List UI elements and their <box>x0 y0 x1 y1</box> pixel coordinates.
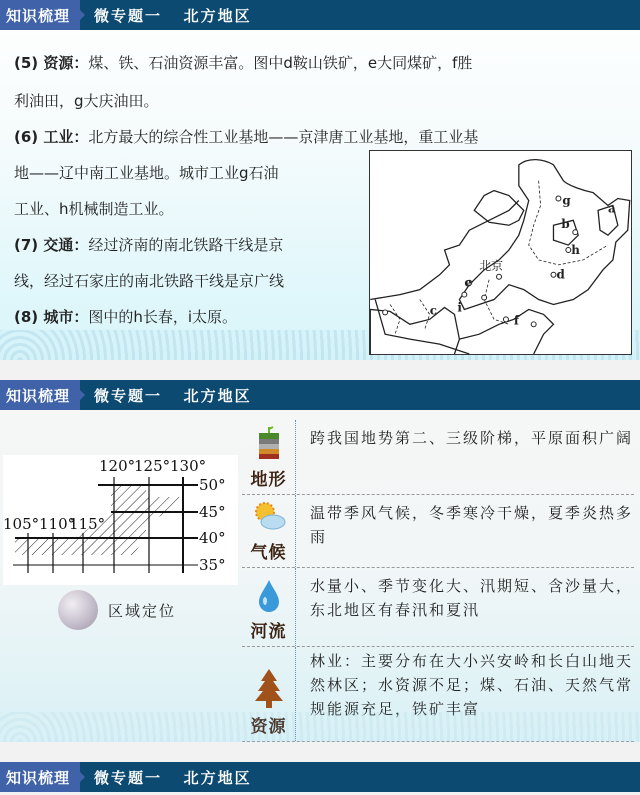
paragraph-industry-cont <box>14 156 279 190</box>
row-label: 河流 <box>250 622 287 642</box>
tree-icon <box>251 668 287 708</box>
paragraph-resources-cont <box>14 84 159 118</box>
paragraph-resources <box>14 46 472 80</box>
region-location <box>58 590 176 630</box>
map-label-h: h <box>571 242 580 257</box>
map-label-b: b <box>561 217 570 232</box>
slide-resources-industry <box>0 0 640 360</box>
banner-tag: 知识梳理 <box>0 380 80 410</box>
map-label-beijing: 北京 <box>479 258 503 273</box>
row-head <box>242 568 296 646</box>
para-text: 图中的h长春，i太原。 <box>88 308 238 326</box>
terrain-layers-icon <box>251 425 287 461</box>
lat-label-35: 35° <box>199 556 226 574</box>
map-label-d: d <box>556 267 565 282</box>
lat-label-50: 50° <box>199 476 226 494</box>
lon-label-120: 120° <box>99 457 136 475</box>
water-drop-icon <box>251 577 287 613</box>
paragraph-industry <box>14 120 478 154</box>
row-head <box>242 495 296 567</box>
map-label-f: f <box>513 313 519 328</box>
paragraph-industry-cont2 <box>14 192 174 226</box>
para-text: 利油田，g大庆油田。 <box>14 92 159 110</box>
row-text: 水量小、季节变化大、汛期短、含沙量大，东北地区有春汛和夏汛 <box>310 577 634 619</box>
map-label-c: c <box>429 303 437 318</box>
lat-label-45: 45° <box>199 503 226 521</box>
grid-drawing <box>3 455 238 585</box>
paragraph-transport <box>14 228 283 262</box>
region-location-label: 区域定位 <box>108 601 177 620</box>
slide-banner <box>0 0 640 30</box>
para-head: (8) 城市： <box>14 308 89 326</box>
row-label: 气候 <box>250 543 287 563</box>
slide-banner <box>0 380 640 410</box>
para-text: 线，经过石家庄的南北铁路干线是京广线 <box>14 272 285 290</box>
paragraph-transport-cont <box>14 264 284 298</box>
lon-label-105: 105° <box>3 515 40 533</box>
lon-label-115: 115° <box>69 515 106 533</box>
row-terrain <box>242 420 634 495</box>
map-label-e: e <box>464 275 472 290</box>
lon-label-110: 110° <box>39 515 76 533</box>
wave-decoration <box>0 712 640 742</box>
para-text: 地——辽中南工业基地。城市工业g石油 <box>14 164 279 182</box>
para-text: 煤、铁、石油资源丰富。图中d鞍山铁矿，e大同煤矿，f胜 <box>88 54 473 72</box>
banner-tag: 知识梳理 <box>0 762 80 792</box>
slide-natural-geography <box>0 380 640 742</box>
map-label-g: g <box>562 193 571 208</box>
row-text: 温带季风气候，冬季寒冷干燥，夏季炎热多雨 <box>310 504 634 546</box>
row-label: 地形 <box>250 470 287 490</box>
para-head: (7) 交通： <box>14 236 89 254</box>
row-head <box>242 420 296 494</box>
lon-label-125: 125° <box>134 457 171 475</box>
para-head: (5) 资源： <box>14 54 89 72</box>
globe-icon <box>58 590 98 630</box>
map-drawing <box>370 151 631 354</box>
para-text: 经过济南的南北铁路干线是京 <box>88 236 284 254</box>
sun-cloud-icon <box>251 498 287 534</box>
north-china-map <box>369 150 632 355</box>
paragraph-cities <box>14 300 237 334</box>
row-rivers <box>242 568 634 647</box>
row-climate <box>242 495 634 568</box>
para-text: 北方最大的综合性工业基地——京津唐工业基地，重工业基 <box>88 128 479 146</box>
map-label-a: a <box>607 201 616 216</box>
banner-title: 微专题一 北方地区 <box>94 768 252 787</box>
slide-banner <box>0 762 640 792</box>
lat-lon-grid-figure <box>3 455 238 585</box>
para-head: (6) 工业： <box>14 128 89 146</box>
row-text: 跨我国地势第二、三级阶梯，平原面积广阔 <box>310 429 634 447</box>
lat-label-40: 40° <box>199 529 226 547</box>
row-label: 资源 <box>250 717 287 737</box>
banner-tag: 知识梳理 <box>0 0 80 30</box>
banner-title: 微专题一 北方地区 <box>94 386 252 405</box>
row-text: 林业：主要分布在大小兴安岭和长白山地天然林区；水资源不足；煤、石油、天然气常规能源充足，铁矿丰富 <box>310 652 634 718</box>
para-text: 工业、h机械制造工业。 <box>14 200 174 218</box>
banner-title: 微专题一 北方地区 <box>94 6 252 25</box>
lon-label-130: 130° <box>170 457 207 475</box>
slide-next <box>0 762 640 795</box>
map-label-i: i <box>457 300 462 315</box>
